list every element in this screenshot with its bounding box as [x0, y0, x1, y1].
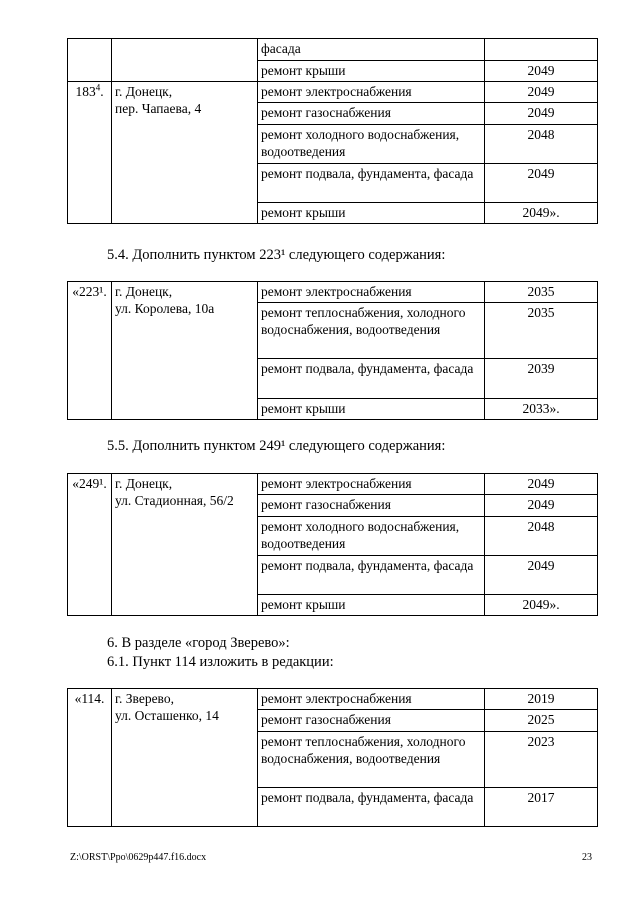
footer-file-path: Z:\ORST\Ppo\0629p447.f16.docx: [70, 852, 207, 863]
table-row: [68, 689, 598, 710]
work-type-cell: ремонт подвала, фундамента, фасада: [258, 164, 485, 203]
work-type-cell: ремонт холодного водоснабжения, водоотведения: [258, 517, 485, 556]
item-number-cell: [68, 82, 112, 224]
work-type-cell: ремонт подвала, фундамента, фасада: [258, 556, 485, 595]
year-cell: 2035: [485, 282, 598, 303]
work-type-cell: ремонт крыши: [258, 203, 485, 224]
work-type-cell: ремонт теплоснабжения, холодного водоснабжения, водоотведения: [258, 303, 485, 359]
address-street: ул. Осташенко, 14: [115, 708, 219, 723]
work-type-cell: ремонт газоснабжения: [258, 495, 485, 517]
work-type-cell: ремонт холодного водоснабжения, водоотведения: [258, 125, 485, 164]
works-table-249-1: [67, 473, 598, 616]
paragraph-5-5: 5.5. Дополнить пунктом 249¹ следующего содержания:: [107, 438, 446, 454]
year-cell: 2049: [485, 82, 598, 103]
work-type-cell: ремонт электроснабжения: [258, 282, 485, 303]
table-row: [68, 82, 598, 103]
item-number-cell: «249¹.: [68, 474, 112, 616]
item-number: 183: [75, 84, 96, 99]
address-city: г. Зверево,: [115, 691, 174, 706]
item-number-superscript: 4: [95, 82, 101, 93]
address-street: ул. Королева, 10а: [115, 301, 215, 316]
year-cell: 2035: [485, 303, 598, 359]
work-type-cell: ремонт подвала, фундамента, фасада: [258, 788, 485, 827]
year-cell: 2049: [485, 556, 598, 595]
address-city: г. Донецк,: [115, 284, 173, 299]
year-cell: 2049».: [485, 203, 598, 224]
work-type-cell: ремонт газоснабжения: [258, 710, 485, 732]
paragraph-6: 6. В разделе «город Зверево»:: [107, 635, 290, 651]
address-cell: [112, 474, 258, 616]
address-cell: [112, 39, 258, 82]
year-cell: 2049: [485, 61, 598, 82]
address-street: пер. Чапаева, 4: [115, 101, 202, 116]
work-type-cell: ремонт электроснабжения: [258, 82, 485, 103]
paragraph-5-4: 5.4. Дополнить пунктом 223¹ следующего содержания:: [107, 247, 446, 263]
year-cell: 2049: [485, 103, 598, 125]
year-cell: 2049: [485, 164, 598, 203]
address-cell: [112, 689, 258, 827]
year-cell: [485, 39, 598, 61]
table-row: [68, 474, 598, 495]
footer-page-number: 23: [582, 852, 592, 863]
year-cell: 2049».: [485, 595, 598, 616]
item-number-cell: «223¹.: [68, 282, 112, 420]
item-number-cell: [68, 39, 112, 82]
year-cell: 2019: [485, 689, 598, 710]
item-number-cell: «114.: [68, 689, 112, 827]
year-cell: 2039: [485, 359, 598, 399]
table-row: [68, 282, 598, 303]
year-cell: 2048: [485, 517, 598, 556]
year-cell: 2049: [485, 495, 598, 517]
address-cell: [112, 82, 258, 224]
works-table-114: [67, 688, 598, 827]
work-type-cell: ремонт крыши: [258, 399, 485, 420]
year-cell: 2033».: [485, 399, 598, 420]
work-type-cell: ремонт теплоснабжения, холодного водоснабжения, водоотведения: [258, 732, 485, 788]
address-city: г. Донецк,: [115, 84, 173, 99]
year-cell: 2017: [485, 788, 598, 827]
work-type-cell: ремонт крыши: [258, 595, 485, 616]
table-row: [68, 39, 598, 61]
address-cell: [112, 282, 258, 420]
year-cell: 2049: [485, 474, 598, 495]
item-number-suffix: .: [100, 84, 104, 99]
address-city: г. Донецк,: [115, 476, 173, 491]
works-table-223-1: [67, 281, 598, 420]
year-cell: 2023: [485, 732, 598, 788]
work-type-cell: ремонт крыши: [258, 61, 485, 82]
paragraph-6-1: 6.1. Пункт 114 изложить в редакции:: [107, 654, 334, 670]
year-cell: 2048: [485, 125, 598, 164]
works-table-continuation: [67, 38, 598, 224]
work-type-cell: фасада: [258, 39, 485, 61]
work-type-cell: ремонт подвала, фундамента, фасада: [258, 359, 485, 399]
work-type-cell: ремонт электроснабжения: [258, 689, 485, 710]
address-street: ул. Стадионная, 56/2: [115, 493, 234, 508]
work-type-cell: ремонт электроснабжения: [258, 474, 485, 495]
year-cell: 2025: [485, 710, 598, 732]
work-type-cell: ремонт газоснабжения: [258, 103, 485, 125]
